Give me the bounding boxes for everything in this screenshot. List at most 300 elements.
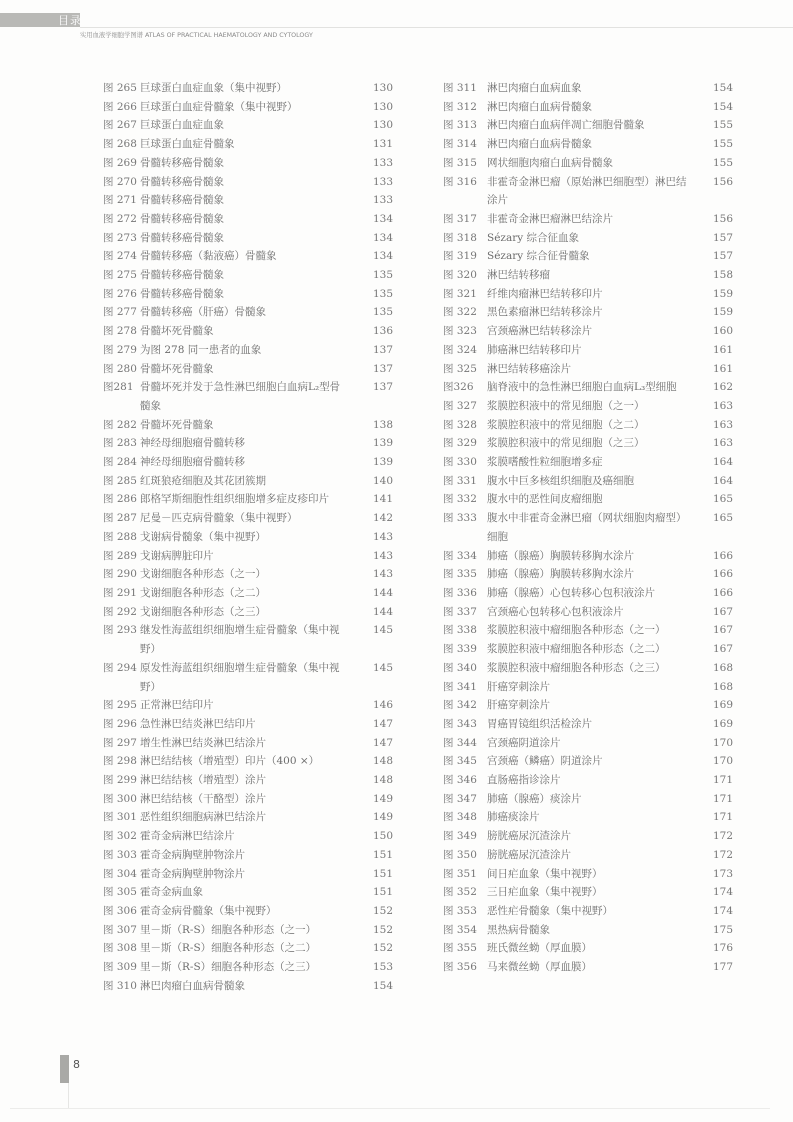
page-ref: 143	[372, 530, 393, 543]
figure-number: 图 296	[103, 717, 137, 730]
toc-entry	[103, 247, 393, 266]
entry-title: 为图 278 同一患者的血象	[140, 343, 262, 356]
entry-title: Sézary 综合征骨髓象	[487, 250, 590, 263]
page-ref: 165	[712, 512, 733, 525]
page-ref: 172	[712, 830, 733, 843]
page-ref: 150	[372, 830, 393, 843]
figure-number: 图 351	[443, 867, 477, 880]
page-ref: 134	[372, 212, 393, 225]
page-ref: 166	[712, 568, 733, 581]
page-ref: 165	[712, 493, 733, 506]
toc-entry	[103, 790, 393, 809]
page-ref: 130	[372, 100, 393, 113]
figure-number: 图 288	[103, 530, 137, 543]
page-ref: 170	[712, 736, 733, 749]
page-ref: 177	[712, 961, 733, 974]
page-ref: 158	[712, 269, 733, 282]
page-ref: 145	[372, 661, 393, 674]
entry-title: 非霍奇金淋巴瘤（原始淋巴细胞型）淋巴结涂片	[487, 175, 687, 207]
figure-number: 图 319	[443, 250, 477, 263]
page-ref: 159	[712, 306, 733, 319]
figure-number: 图 309	[103, 961, 137, 974]
entry-title: 霍奇金病胸壁肿物涂片	[140, 867, 245, 880]
toc-entry	[103, 846, 393, 865]
entry-title: 巨球蛋白血症骨髓象（集中视野）	[140, 100, 298, 113]
page-ref: 166	[712, 549, 733, 562]
entry-title: 神经母细胞瘤骨髓转移	[140, 437, 245, 450]
toc-entry	[103, 715, 393, 734]
figure-number: 图 356	[443, 961, 477, 974]
figure-number: 图 265	[103, 82, 137, 94]
figure-number: 图 299	[103, 774, 137, 787]
page-ref: 171	[712, 811, 733, 824]
page-ref: 151	[372, 867, 393, 880]
figure-number: 图 271	[103, 194, 137, 207]
toc-entry	[103, 341, 393, 360]
entry-title: 纤维肉瘤淋巴结转移印片	[487, 287, 603, 300]
toc-entry	[103, 303, 393, 322]
figure-number: 图 337	[443, 605, 477, 618]
page-ref: 156	[712, 175, 733, 188]
entry-title: 戈谢细胞各种形态（之二）	[140, 586, 266, 599]
toc-entry	[443, 266, 733, 285]
entry-title: 肝癌穿刺涂片	[487, 680, 550, 693]
toc-entry	[443, 472, 733, 491]
toc-entry	[443, 434, 733, 453]
page-ref: 170	[712, 755, 733, 768]
entry-title: 浆膜腔积液中瘤细胞各种形态（之一）	[487, 624, 666, 637]
entry-title: 骨髓坏死骨髓象	[140, 362, 214, 375]
entry-title: 巨球蛋白血症骨髓象	[140, 138, 235, 151]
figure-number: 图 318	[443, 231, 477, 244]
figure-number: 图 292	[103, 605, 137, 618]
figure-number: 图 317	[443, 212, 477, 225]
toc-entry	[103, 79, 393, 98]
toc-entry	[443, 902, 733, 921]
toc-entry	[443, 752, 733, 771]
entry-title: 宫颈癌阴道涂片	[487, 736, 561, 749]
entry-title: 霍奇金病淋巴结涂片	[140, 830, 235, 843]
page-ref: 133	[372, 194, 393, 207]
page-ref: 164	[712, 456, 733, 469]
entry-title: 戈谢细胞各种形态（之三）	[140, 605, 266, 618]
figure-number: 图 266	[103, 100, 137, 113]
page-ref: 147	[372, 717, 393, 730]
figure-number: 图 302	[103, 830, 137, 843]
figure-number: 图 310	[103, 979, 137, 992]
entry-title: 继发性海蓝组织细胞增生症骨髓象（集中视野）	[140, 624, 340, 656]
entry-title: 原发性海蓝组织细胞增生症骨髓象（集中视野）	[140, 661, 340, 693]
toc-entry	[103, 116, 393, 135]
page-ref: 146	[372, 699, 393, 712]
entry-title: 恶性组织细胞病淋巴结涂片	[140, 811, 266, 824]
entry-title: 三日疟血象（集中视野）	[487, 886, 603, 899]
figure-number: 图 279	[103, 343, 137, 356]
page-ref: 133	[372, 156, 393, 169]
figure-number: 图 280	[103, 362, 137, 375]
toc-entry	[103, 360, 393, 379]
toc-entry	[443, 98, 733, 117]
entry-title: 班氏微丝蚴（厚血膜）	[487, 942, 592, 955]
page-ref: 137	[372, 343, 393, 356]
page-ref: 142	[372, 512, 393, 525]
toc-entry	[103, 229, 393, 248]
page-ref: 157	[712, 250, 733, 263]
toc-entry	[443, 715, 733, 734]
page-ref: 148	[372, 774, 393, 787]
entry-title: 里－斯（R-S）细胞各种形态（之二）	[140, 942, 317, 955]
figure-number: 图 334	[443, 549, 477, 562]
figure-number: 图 286	[103, 493, 137, 506]
page-ref: 137	[372, 381, 393, 394]
figure-number: 图 291	[103, 586, 137, 599]
page-ref: 155	[712, 119, 733, 132]
page-ref: 143	[372, 568, 393, 581]
entry-title: 霍奇金病骨髓象（集中视野）	[140, 904, 277, 917]
figure-number: 图 303	[103, 848, 137, 861]
entry-title: 浆膜腔积液中瘤细胞各种形态（之二）	[487, 643, 666, 656]
entry-title: 肝癌穿刺涂片	[487, 699, 550, 712]
figure-number: 图 276	[103, 287, 137, 300]
toc-entry	[443, 341, 733, 360]
figure-number: 图 332	[443, 493, 477, 506]
page-ref: 154	[712, 82, 733, 94]
entry-title: 淋巴结转移瘤	[487, 269, 550, 282]
toc-entry	[443, 939, 733, 958]
page-ref: 143	[372, 549, 393, 562]
figure-number: 图 345	[443, 755, 477, 768]
toc-entry	[443, 79, 733, 98]
entry-title: 神经母细胞瘤骨髓转移	[140, 456, 245, 469]
toc-entry	[103, 453, 393, 472]
page-ref: 148	[372, 755, 393, 768]
figure-number: 图 294	[103, 661, 137, 674]
page-ref: 168	[712, 680, 733, 693]
figure-number: 图 301	[103, 811, 137, 824]
page-ref: 163	[712, 418, 733, 431]
header-divider	[80, 27, 793, 28]
entry-title: 肺癌（腺癌）心包转移心包积液涂片	[487, 586, 655, 599]
toc-entry	[103, 528, 393, 547]
entry-title: 里－斯（R-S）细胞各种形态（之三）	[140, 961, 317, 974]
page-ref: 154	[712, 100, 733, 113]
toc-entry	[103, 210, 393, 229]
toc-entry	[103, 565, 393, 584]
figure-number: 图 327	[443, 399, 477, 412]
page-ref: 137	[372, 362, 393, 375]
figure-number: 图 312	[443, 100, 477, 113]
entry-title: 巨球蛋白血症血象	[140, 119, 224, 132]
figure-number: 图 273	[103, 231, 137, 244]
figure-number: 图 354	[443, 923, 477, 936]
entry-title: 淋巴肉瘤白血病伴凋亡细胞骨髓象	[487, 119, 645, 132]
page-ref: 154	[372, 979, 393, 992]
entry-title: 霍奇金病血象	[140, 886, 203, 899]
page-ref: 151	[372, 848, 393, 861]
entry-title: 里－斯（R-S）细胞各种形态（之一）	[140, 923, 317, 936]
entry-title: 马来微丝蚴（厚血膜）	[487, 961, 592, 974]
toc-entry	[103, 584, 393, 603]
toc-entry	[443, 771, 733, 790]
figure-number: 图 342	[443, 699, 477, 712]
figure-number: 图 311	[443, 82, 477, 94]
page-ref: 153	[372, 961, 393, 974]
toc-entry	[443, 734, 733, 753]
entry-title: 戈谢细胞各种形态（之一）	[140, 568, 266, 581]
toc-entry	[443, 416, 733, 435]
figure-number: 图 321	[443, 287, 477, 300]
entry-title: 腹水中非霍奇金淋巴瘤（网状细胞肉瘤型）细胞	[487, 512, 687, 543]
figure-number: 图 320	[443, 269, 477, 282]
page-ref: 159	[712, 287, 733, 300]
toc-entry	[103, 621, 393, 658]
entry-title: 腹水中的恶性间皮瘤细胞	[487, 493, 603, 506]
toc-entry	[103, 921, 393, 940]
toc-entry	[443, 210, 733, 229]
page-ref: 174	[712, 904, 733, 917]
figure-number: 图 306	[103, 904, 137, 917]
page-ref: 171	[712, 774, 733, 787]
entry-title: 骨髓转移癌骨髓象	[140, 175, 224, 188]
figure-number: 图 355	[443, 942, 477, 955]
entry-title: 淋巴结结核（增殖型）印片（400 ×）	[140, 755, 320, 768]
page-ref: 163	[712, 399, 733, 412]
entry-title: 浆膜腔积液中的常见细胞（之二）	[487, 418, 645, 431]
figure-number: 图 331	[443, 474, 477, 487]
toc-entry	[103, 827, 393, 846]
page-ref: 144	[372, 605, 393, 618]
figure-number: 图 348	[443, 811, 477, 824]
entry-title: Sézary 综合征血象	[487, 231, 579, 244]
page-ref: 162	[712, 381, 733, 394]
toc-entry	[443, 453, 733, 472]
toc-entry	[443, 135, 733, 154]
page-ref: 135	[372, 287, 393, 300]
figure-number: 图 289	[103, 549, 137, 562]
toc-entry	[103, 958, 393, 977]
entry-title: 淋巴结结核（增殖型）涂片	[140, 774, 266, 787]
toc-entry	[443, 360, 733, 379]
entry-title: 增生性淋巴结炎淋巴结涂片	[140, 736, 266, 749]
figure-number: 图 350	[443, 848, 477, 861]
entry-title: 骨髓转移癌骨髓象	[140, 287, 224, 300]
toc-entry	[103, 416, 393, 435]
figure-number: 图 333	[443, 512, 477, 525]
toc-entry	[443, 584, 733, 603]
toc-entry	[103, 173, 393, 192]
figure-number: 图 352	[443, 886, 477, 899]
figure-number: 图 335	[443, 568, 477, 581]
entry-title: 骨髓坏死并发于急性淋巴细胞白血病L₂型骨髓象	[140, 381, 341, 412]
toc-entry	[103, 734, 393, 753]
page-ref: 174	[712, 886, 733, 899]
toc-entry	[443, 678, 733, 697]
entry-title: 胃癌胃镜组织活检涂片	[487, 717, 592, 730]
toc-column-left	[103, 79, 393, 995]
figure-number: 图 336	[443, 586, 477, 599]
toc-entry	[103, 472, 393, 491]
page-ref: 144	[372, 586, 393, 599]
page-marker	[60, 1055, 69, 1083]
toc-entry	[103, 98, 393, 117]
toc-entry	[103, 977, 393, 996]
figure-number: 图 344	[443, 736, 477, 749]
entry-title: 骨髓转移癌骨髓象	[140, 194, 224, 207]
page-ref: 167	[712, 605, 733, 618]
toc-entry	[443, 490, 733, 509]
toc-entry	[443, 229, 733, 248]
entry-title: 浆膜腔积液中瘤细胞各种形态（之三）	[487, 661, 666, 674]
figure-number: 图 328	[443, 418, 477, 431]
figure-number: 图 284	[103, 456, 137, 469]
toc-entry	[103, 771, 393, 790]
figure-number: 图 330	[443, 456, 477, 469]
figure-number: 图 315	[443, 156, 477, 169]
figure-number: 图 287	[103, 512, 137, 525]
page-ref: 139	[372, 437, 393, 450]
toc-entry	[103, 322, 393, 341]
page-number: 8	[73, 1058, 80, 1071]
entry-title: 非霍奇金淋巴瘤淋巴结涂片	[487, 212, 613, 225]
page-ref: 169	[712, 699, 733, 712]
figure-number: 图 340	[443, 661, 477, 674]
entry-title: 正常淋巴结印片	[140, 699, 214, 712]
page-ref: 163	[712, 437, 733, 450]
toc-column-right	[443, 79, 733, 977]
entry-title: 黑色素瘤淋巴结转移涂片	[487, 306, 603, 319]
entry-title: 骨髓转移癌骨髓象	[140, 212, 224, 225]
figure-number: 图 269	[103, 156, 137, 169]
figure-number: 图 293	[103, 624, 137, 637]
toc-entry	[443, 173, 733, 210]
toc-entry	[103, 154, 393, 173]
figure-number: 图 305	[103, 886, 137, 899]
entry-title: 肺癌痰涂片	[487, 811, 540, 824]
page-ref: 136	[372, 325, 393, 338]
toc-entry	[443, 921, 733, 940]
entry-title: 骨髓转移癌骨髓象	[140, 231, 224, 244]
toc-entry	[443, 790, 733, 809]
page-ref: 139	[372, 456, 393, 469]
page-ref: 152	[372, 923, 393, 936]
page-ref: 130	[372, 82, 393, 94]
toc-entry	[443, 640, 733, 659]
figure-number: 图 275	[103, 269, 137, 282]
page-ref: 140	[372, 474, 393, 487]
toc-entry	[103, 547, 393, 566]
margin-rule	[68, 1083, 69, 1109]
toc-entry	[443, 659, 733, 678]
entry-title: 尼曼－匹克病骨髓象（集中视野）	[140, 512, 298, 525]
page-ref: 175	[712, 923, 733, 936]
figure-number: 图 325	[443, 362, 477, 375]
page-ref: 147	[372, 736, 393, 749]
figure-number: 图 347	[443, 792, 477, 805]
toc-entry	[443, 958, 733, 977]
toc-entry	[443, 322, 733, 341]
entry-title: 浆膜腔积液中的常见细胞（之三）	[487, 437, 645, 450]
figure-number: 图 272	[103, 212, 137, 225]
figure-number: 图 329	[443, 437, 477, 450]
entry-title: 淋巴肉瘤白血病血象	[487, 82, 582, 94]
toc-entry	[103, 509, 393, 528]
page-ref: 131	[372, 138, 393, 151]
page-ref: 161	[712, 362, 733, 375]
toc-entry	[103, 659, 393, 696]
entry-title: 淋巴结转移癌涂片	[487, 362, 571, 375]
page-ref: 155	[712, 138, 733, 151]
toc-entry	[443, 827, 733, 846]
entry-title: 黑热病骨髓象	[487, 923, 550, 936]
entry-title: 骨髓坏死骨髓象	[140, 325, 214, 338]
figure-number: 图326	[443, 381, 474, 394]
figure-number: 图 285	[103, 474, 137, 487]
entry-title: 红斑狼疮细胞及其花团簇期	[140, 474, 266, 487]
figure-number: 图 339	[443, 643, 477, 656]
toc-entry	[443, 303, 733, 322]
figure-number: 图 268	[103, 138, 137, 151]
figure-number: 图 338	[443, 624, 477, 637]
page-ref: 166	[712, 586, 733, 599]
entry-title: 骨髓转移癌骨髓象	[140, 156, 224, 169]
page-ref: 149	[372, 811, 393, 824]
page-ref: 167	[712, 643, 733, 656]
section-title: 目录	[58, 14, 82, 27]
page-ref: 155	[712, 156, 733, 169]
figure-number: 图 353	[443, 904, 477, 917]
entry-title: 骨髓转移癌（黏液癌）骨髓象	[140, 250, 277, 263]
toc-entry	[103, 752, 393, 771]
page-ref: 134	[372, 250, 393, 263]
toc-entry	[103, 434, 393, 453]
entry-title: 戈谢病骨髓象（集中视野）	[140, 530, 266, 543]
figure-number: 图 324	[443, 343, 477, 356]
page-ref: 133	[372, 175, 393, 188]
entry-title: 肺癌淋巴结转移印片	[487, 343, 582, 356]
entry-title: 骨髓转移癌骨髓象	[140, 269, 224, 282]
entry-title: 膀胱癌尿沉渣涂片	[487, 830, 571, 843]
figure-number: 图 300	[103, 792, 137, 805]
toc-entry	[443, 397, 733, 416]
figure-number: 图 298	[103, 755, 137, 768]
page-ref: 151	[372, 886, 393, 899]
figure-number: 图 343	[443, 717, 477, 730]
entry-title: 肺癌（腺癌）痰涂片	[487, 792, 582, 805]
figure-number: 图 322	[443, 306, 477, 319]
toc-entry	[103, 378, 393, 415]
toc-entry	[103, 883, 393, 902]
entry-title: 恶性疟骨髓象（集中视野）	[487, 904, 613, 917]
toc-entry	[443, 846, 733, 865]
figure-number: 图 304	[103, 867, 137, 880]
toc-entry	[443, 285, 733, 304]
figure-number: 图 341	[443, 680, 477, 693]
figure-number: 图281	[103, 381, 134, 394]
footer-rule	[10, 1108, 770, 1109]
toc-entry	[103, 266, 393, 285]
figure-number: 图 274	[103, 250, 137, 263]
page-ref: 145	[372, 624, 393, 637]
toc-entry	[443, 547, 733, 566]
toc-entry	[443, 154, 733, 173]
figure-number: 图 308	[103, 942, 137, 955]
toc-entry	[443, 696, 733, 715]
page-ref: 172	[712, 848, 733, 861]
page-ref: 135	[372, 269, 393, 282]
page-ref: 169	[712, 717, 733, 730]
toc-entry	[443, 378, 733, 397]
figure-number: 图 307	[103, 923, 137, 936]
